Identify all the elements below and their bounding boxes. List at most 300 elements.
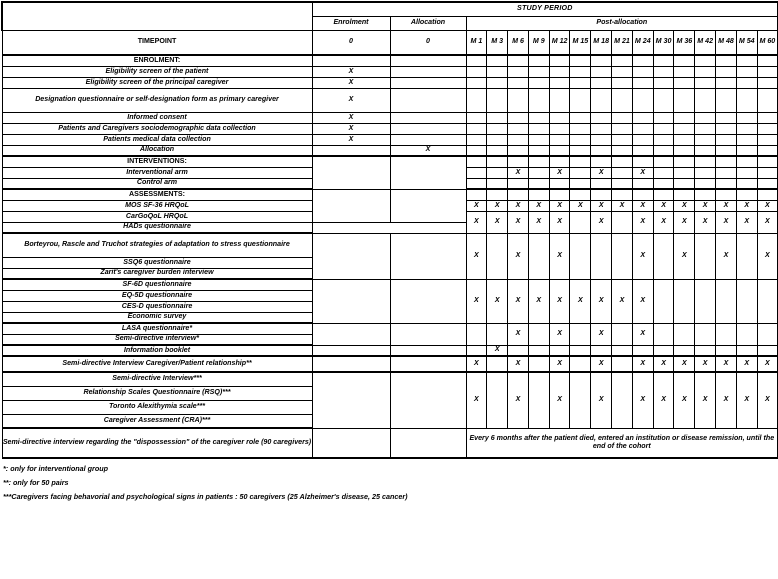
- mark-m18: X: [591, 279, 612, 323]
- cell-tp-blank: [736, 345, 757, 356]
- cell-tp-blank: [612, 134, 633, 145]
- timepoint-m36: M 36: [674, 30, 695, 55]
- mark-m12: X: [549, 372, 570, 428]
- cell-tp-blank: [549, 88, 570, 112]
- cell-tp-blank: [528, 156, 549, 167]
- timepoint-m9: M 9: [528, 30, 549, 55]
- cell-tp-blank: [757, 178, 778, 189]
- table-row: [2, 345, 778, 356]
- row-label-economic: Economic survey: [2, 312, 312, 323]
- table-row: [2, 356, 778, 372]
- cell-tp-blank: [549, 66, 570, 77]
- cell-tp-blank: [487, 233, 508, 279]
- allocation-header: Allocation: [390, 16, 466, 30]
- mark-m54: X: [736, 200, 757, 211]
- mark-enrolment: X: [312, 66, 390, 77]
- cell-tp-blank: [570, 123, 591, 134]
- cell-tp-blank: [716, 323, 737, 345]
- table-row: [2, 323, 778, 334]
- cell-tp-blank: [570, 233, 591, 279]
- cell-tp-blank: [736, 167, 757, 178]
- row-label-hads: HADs questionnaire: [2, 222, 312, 233]
- mark-m24: X: [632, 279, 653, 323]
- cell-tp-blank: [757, 345, 778, 356]
- mark-m12: X: [549, 200, 570, 211]
- mark-m48: X: [716, 372, 737, 428]
- cell-tp-blank: [736, 279, 757, 323]
- cell-tp-blank: [591, 66, 612, 77]
- timepoint-m6: M 6: [508, 30, 529, 55]
- mark-m54: X: [736, 356, 757, 372]
- cell-tp-blank: [695, 178, 716, 189]
- cell-tp-blank: [612, 189, 633, 200]
- mark-m12: X: [549, 323, 570, 345]
- cell-tp-blank: [757, 123, 778, 134]
- row-label-borteyrou: Borteyrou, Rascle and Truchot strategies of adaptation to stress questionnaire: [2, 233, 312, 257]
- section-row-enrolment: [2, 55, 778, 66]
- cell-tp-blank: [466, 134, 487, 145]
- table-row: [2, 145, 778, 156]
- cell-tp-blank: [653, 88, 674, 112]
- mark-m12: X: [549, 233, 570, 279]
- mark-m48: X: [716, 356, 737, 372]
- cell-tp-blank: [653, 323, 674, 345]
- cell-tp-blank: [487, 372, 508, 428]
- cell-tp-blank: [653, 233, 674, 279]
- cell-tp-blank: [570, 88, 591, 112]
- cell-tp-blank: [695, 77, 716, 88]
- table-row: [2, 233, 778, 257]
- cell-tp-blank: [549, 345, 570, 356]
- mark-m48: X: [716, 200, 737, 211]
- cell-tp-blank: [508, 112, 529, 123]
- timepoint-m48: M 48: [716, 30, 737, 55]
- cell-tp-blank: [591, 189, 612, 200]
- cell-tp-blank: [570, 178, 591, 189]
- mark-enrolment: X: [312, 112, 390, 123]
- cell-tp-blank: [487, 356, 508, 372]
- cell-tp-blank: [674, 145, 695, 156]
- row-label-semi-directive-star: Semi-directive interview*: [2, 334, 312, 345]
- mark-m30: X: [653, 200, 674, 211]
- row-label-cesd: CES-D questionnaire: [2, 301, 312, 312]
- cell-tp-blank: [632, 134, 653, 145]
- row-label-medical-data: Patients medical data collection: [2, 134, 312, 145]
- mark-m60: X: [757, 233, 778, 279]
- mark-m30: X: [653, 356, 674, 372]
- cell-tp-blank: [549, 145, 570, 156]
- cell-tp-blank: [487, 77, 508, 88]
- cell-tp-blank: [736, 145, 757, 156]
- cell-tp-blank: [528, 345, 549, 356]
- cell-tp-blank: [570, 77, 591, 88]
- cell-tp-blank: [716, 66, 737, 77]
- table-row: [2, 112, 778, 123]
- table-row: [2, 372, 778, 386]
- mark-m42: X: [695, 372, 716, 428]
- cell-tp-blank: [570, 372, 591, 428]
- cell-tp-blank: [653, 156, 674, 167]
- cell-tp-blank: [549, 123, 570, 134]
- cell-tp-blank: [716, 145, 737, 156]
- mark-m9: X: [528, 211, 549, 233]
- mark-m12: X: [549, 211, 570, 233]
- timepoint-m21: M 21: [612, 30, 633, 55]
- cell-tp-blank: [736, 123, 757, 134]
- mark-m18: X: [591, 167, 612, 178]
- cell-tp-blank: [695, 167, 716, 178]
- cell-tp-blank: [757, 77, 778, 88]
- cell-tp-blank: [549, 112, 570, 123]
- row-label-cargoqol: CarGoQoL HRQoL: [2, 211, 312, 222]
- cell-allocation-blank: [390, 134, 466, 145]
- cell-tp-blank: [632, 123, 653, 134]
- mark-m6: X: [508, 211, 529, 233]
- cell-tp-blank: [716, 178, 737, 189]
- row-label-informed-consent: Informed consent: [2, 112, 312, 123]
- row-label-interventional-arm: Interventional arm: [2, 167, 312, 178]
- mark-m12: X: [549, 279, 570, 323]
- timepoint-m30: M 30: [653, 30, 674, 55]
- dispossession-note: Every 6 months after the patient died, entered an institution or disease remission, until the end of the cohort: [466, 428, 778, 458]
- row-label-toronto: Toronto Alexithymia scale***: [2, 400, 312, 414]
- cell-tp-blank: [632, 156, 653, 167]
- cell-tp-blank: [591, 123, 612, 134]
- cell-tp-blank: [612, 55, 633, 66]
- mark-m3: X: [487, 211, 508, 233]
- cell-tp-blank: [466, 345, 487, 356]
- cell-tp-blank: [591, 88, 612, 112]
- cell-tp-blank: [653, 77, 674, 88]
- mark-m18: X: [591, 323, 612, 345]
- row-label-sf6d: SF-6D questionnaire: [2, 279, 312, 290]
- cell-tp-blank: [716, 167, 737, 178]
- cell-tp-blank: [736, 134, 757, 145]
- cell-tp-blank: [736, 55, 757, 66]
- timepoint-m24: M 24: [632, 30, 653, 55]
- cell-tp-blank: [716, 88, 737, 112]
- row-label-dispossession: Semi-directive interview regarding the "dispossession" of the caregiver role (90 caregivers): [2, 428, 312, 458]
- cell-tp-blank: [487, 134, 508, 145]
- cell-tp-blank: [612, 88, 633, 112]
- cell-tp-blank: [549, 189, 570, 200]
- cell-tp-blank: [674, 156, 695, 167]
- cell-tp-blank: [466, 178, 487, 189]
- cell-tp-blank: [653, 279, 674, 323]
- cell-tp-blank: [632, 77, 653, 88]
- post-allocation-header: Post-allocation: [466, 16, 778, 30]
- cell-tp-blank: [695, 112, 716, 123]
- cell-tp-blank: [653, 345, 674, 356]
- mark-enrolment: X: [312, 134, 390, 145]
- timepoint-m42: M 42: [695, 30, 716, 55]
- cell-tp-blank: [674, 123, 695, 134]
- cell-tp-blank: [528, 66, 549, 77]
- row-label-ssq6: SSQ6 questionnaire: [2, 257, 312, 268]
- cell-tp-blank: [695, 189, 716, 200]
- mark-m12: X: [549, 167, 570, 178]
- mark-m1: X: [466, 356, 487, 372]
- cell-tp-blank: [695, 134, 716, 145]
- mark-m12: X: [549, 356, 570, 372]
- cell-tp-blank: [757, 189, 778, 200]
- cell-tp-blank: [487, 88, 508, 112]
- cell-tp-blank: [549, 55, 570, 66]
- cell-tp-blank: [591, 156, 612, 167]
- cell-tp-blank: [508, 145, 529, 156]
- cell-allocation-blank: [390, 112, 466, 123]
- cell-tp-blank: [487, 189, 508, 200]
- mark-m3: X: [487, 345, 508, 356]
- cell-tp-blank: [653, 123, 674, 134]
- footnotes: [3, 464, 778, 501]
- table-row: [2, 123, 778, 134]
- cell-tp-blank: [674, 279, 695, 323]
- cell-allocation-blank: [390, 323, 466, 345]
- cell-tp-blank: [570, 356, 591, 372]
- timepoint-label: TIMEPOINT: [2, 30, 312, 55]
- table-row: [2, 88, 778, 112]
- mark-m6: X: [508, 167, 529, 178]
- timepoint-m1: M 1: [466, 30, 487, 55]
- cell-tp-blank: [695, 323, 716, 345]
- cell-tp-blank: [528, 112, 549, 123]
- cell-tp-blank: [570, 167, 591, 178]
- cell-tp-blank: [549, 178, 570, 189]
- timepoint-m60: M 60: [757, 30, 778, 55]
- mark-m1: X: [466, 372, 487, 428]
- cell-allocation-blank: [390, 279, 466, 323]
- cell-tp-blank: [570, 189, 591, 200]
- cell-tp-blank: [632, 189, 653, 200]
- row-label-control-arm: Control arm: [2, 178, 312, 189]
- mark-m30: X: [653, 211, 674, 233]
- cell-tp-blank: [549, 156, 570, 167]
- cell-enrolment-blank: [312, 279, 390, 323]
- mark-m36: X: [674, 211, 695, 233]
- cell-allocation-blank: [390, 66, 466, 77]
- mark-m6: X: [508, 279, 529, 323]
- cell-tp-blank: [591, 145, 612, 156]
- section-label-assessments: ASSESSMENTS:: [2, 189, 312, 200]
- cell-tp-blank: [653, 112, 674, 123]
- cell-tp-blank: [653, 145, 674, 156]
- cell-tp-blank: [528, 88, 549, 112]
- cell-tp-blank: [674, 66, 695, 77]
- cell-tp-blank: [736, 178, 757, 189]
- mark-m60: X: [757, 372, 778, 428]
- mark-m3: X: [487, 279, 508, 323]
- timepoint-m3: M 3: [487, 30, 508, 55]
- section-row-interventions: [2, 156, 778, 167]
- cell-tp-blank: [508, 123, 529, 134]
- mark-m1: X: [466, 233, 487, 279]
- cell-tp-blank: [757, 55, 778, 66]
- row-label-semi-directive-3: Semi-directive Interview***: [2, 372, 312, 386]
- cell-tp-blank: [570, 134, 591, 145]
- row-label-info-booklet: Information booklet: [2, 345, 312, 356]
- cell-tp-blank: [695, 88, 716, 112]
- section-label-interventions: INTERVENTIONS:: [2, 156, 312, 167]
- cell-tp-blank: [653, 178, 674, 189]
- row-label-eligibility-patient: Eligibility screen of the patient: [2, 66, 312, 77]
- cell-tp-blank: [757, 66, 778, 77]
- mark-enrolment: X: [312, 88, 390, 112]
- cell-enrolment-blank: [312, 156, 390, 189]
- cell-tp-blank: [757, 112, 778, 123]
- cell-tp-blank: [653, 189, 674, 200]
- cell-tp-blank: [716, 77, 737, 88]
- cell-tp-blank: [757, 156, 778, 167]
- cell-tp-blank: [570, 156, 591, 167]
- cell-tp-blank: [508, 66, 529, 77]
- cell-tp-blank: [757, 279, 778, 323]
- cell-tp-blank: [674, 178, 695, 189]
- cell-tp-blank: [466, 55, 487, 66]
- table-row: [2, 77, 778, 88]
- cell-tp-blank: [528, 167, 549, 178]
- cell-tp-blank: [508, 88, 529, 112]
- cell-tp-blank: [674, 88, 695, 112]
- cell-tp-blank: [695, 233, 716, 279]
- cell-tp-blank: [695, 145, 716, 156]
- cell-tp-blank: [591, 112, 612, 123]
- cell-tp-blank: [528, 372, 549, 428]
- mark-m1: X: [466, 279, 487, 323]
- timepoint-m15: M 15: [570, 30, 591, 55]
- cell-tp-blank: [466, 145, 487, 156]
- cell-tp-blank: [508, 156, 529, 167]
- cell-tp-blank: [716, 123, 737, 134]
- cell-tp-blank: [487, 167, 508, 178]
- cell-tp-blank: [487, 145, 508, 156]
- mark-m36: X: [674, 356, 695, 372]
- mark-m9: X: [528, 200, 549, 211]
- cell-tp-blank: [757, 167, 778, 178]
- cell-tp-blank: [508, 134, 529, 145]
- cell-tp-blank: [528, 145, 549, 156]
- spirit-schedule-figure: [0, 1, 778, 579]
- cell-tp-blank: [487, 123, 508, 134]
- cell-tp-blank: [528, 356, 549, 372]
- mark-enrolment: X: [312, 123, 390, 134]
- cell-tp-blank: [570, 323, 591, 345]
- cell-tp-blank: [612, 323, 633, 345]
- cell-tp-blank: [612, 372, 633, 428]
- cell-enrolment-blank: [312, 233, 390, 279]
- mark-m3: X: [487, 200, 508, 211]
- cell-tp-blank: [612, 356, 633, 372]
- cell-tp-blank: [508, 77, 529, 88]
- cell-tp-blank: [570, 145, 591, 156]
- cell-enrolment-blank: [312, 345, 390, 356]
- cell-tp-blank: [736, 323, 757, 345]
- cell-tp-blank: [674, 345, 695, 356]
- row-label-eligibility-caregiver: Eligibility screen of the principal caregiver: [2, 77, 312, 88]
- mark-m18: X: [591, 372, 612, 428]
- cell-tp-blank: [591, 345, 612, 356]
- cell-allocation-blank: [390, 88, 466, 112]
- cell-tp-blank: [528, 123, 549, 134]
- section-label-enrolment: ENROLMENT:: [2, 55, 312, 66]
- cell-tp-blank: [716, 345, 737, 356]
- row-label-lasa: LASA questionnaire*: [2, 323, 312, 334]
- cell-tp-blank: [549, 134, 570, 145]
- cell-tp-blank: [528, 178, 549, 189]
- cell-enrolment-blank: [312, 356, 390, 372]
- mark-m6: X: [508, 356, 529, 372]
- cell-tp-blank: [508, 178, 529, 189]
- cell-tp-blank: [612, 211, 633, 233]
- cell-tp-blank: [632, 178, 653, 189]
- row-label-eq5d: EQ-5D questionnaire: [2, 290, 312, 301]
- cell-tp-blank: [612, 77, 633, 88]
- cell-tp-blank: [528, 134, 549, 145]
- table-row: [2, 66, 778, 77]
- mark-m6: X: [508, 200, 529, 211]
- cell-tp-blank: [612, 123, 633, 134]
- cell-tp-blank: [653, 134, 674, 145]
- table-row: [2, 134, 778, 145]
- timepoint-m12: M 12: [549, 30, 570, 55]
- cell-tp-blank: [695, 66, 716, 77]
- mark-m60: X: [757, 200, 778, 211]
- mark-m24: X: [632, 372, 653, 428]
- cell-tp-blank: [570, 112, 591, 123]
- cell-tp-blank: [757, 134, 778, 145]
- mark-m54: X: [736, 372, 757, 428]
- mark-m30: X: [653, 372, 674, 428]
- mark-m48: X: [716, 211, 737, 233]
- cell-tp-blank: [695, 55, 716, 66]
- mark-m6: X: [508, 372, 529, 428]
- cell-tp-blank: [508, 55, 529, 66]
- cell-enrolment-blank: [312, 189, 390, 222]
- cell-tp-blank: [487, 66, 508, 77]
- mark-m24: X: [632, 200, 653, 211]
- cell-tp-blank: [487, 178, 508, 189]
- cell-tp-blank: [591, 233, 612, 279]
- spirit-schedule-table: [1, 1, 778, 459]
- cell-allocation-blank: [390, 233, 466, 279]
- cell-tp-blank: [591, 134, 612, 145]
- cell-tp-blank: [716, 279, 737, 323]
- cell-enrolment-blank: [312, 372, 390, 428]
- cell-tp-blank: [466, 323, 487, 345]
- cell-tp-blank: [591, 55, 612, 66]
- cell-tp-blank: [695, 279, 716, 323]
- cell-tp-blank: [549, 77, 570, 88]
- cell-tp-blank: [674, 189, 695, 200]
- cell-tp-blank: [674, 55, 695, 66]
- mark-m1: X: [466, 211, 487, 233]
- cell-tp-blank: [716, 55, 737, 66]
- cell-tp-blank: [736, 189, 757, 200]
- mark-m24: X: [632, 211, 653, 233]
- cell-tp-blank: [612, 156, 633, 167]
- mark-m60: X: [757, 356, 778, 372]
- cell-tp-blank: [466, 189, 487, 200]
- cell-tp-blank: [674, 134, 695, 145]
- row-label-semi-directive-rel: Semi-directive Interview Caregiver/Patient relationship**: [2, 356, 312, 372]
- cell-tp-blank: [487, 112, 508, 123]
- table-row: [2, 279, 778, 290]
- mark-m42: X: [695, 211, 716, 233]
- cell-tp-blank: [695, 156, 716, 167]
- cell-enrolment-blank: [312, 428, 390, 458]
- cell-tp-blank: [653, 55, 674, 66]
- cell-tp-blank: [528, 189, 549, 200]
